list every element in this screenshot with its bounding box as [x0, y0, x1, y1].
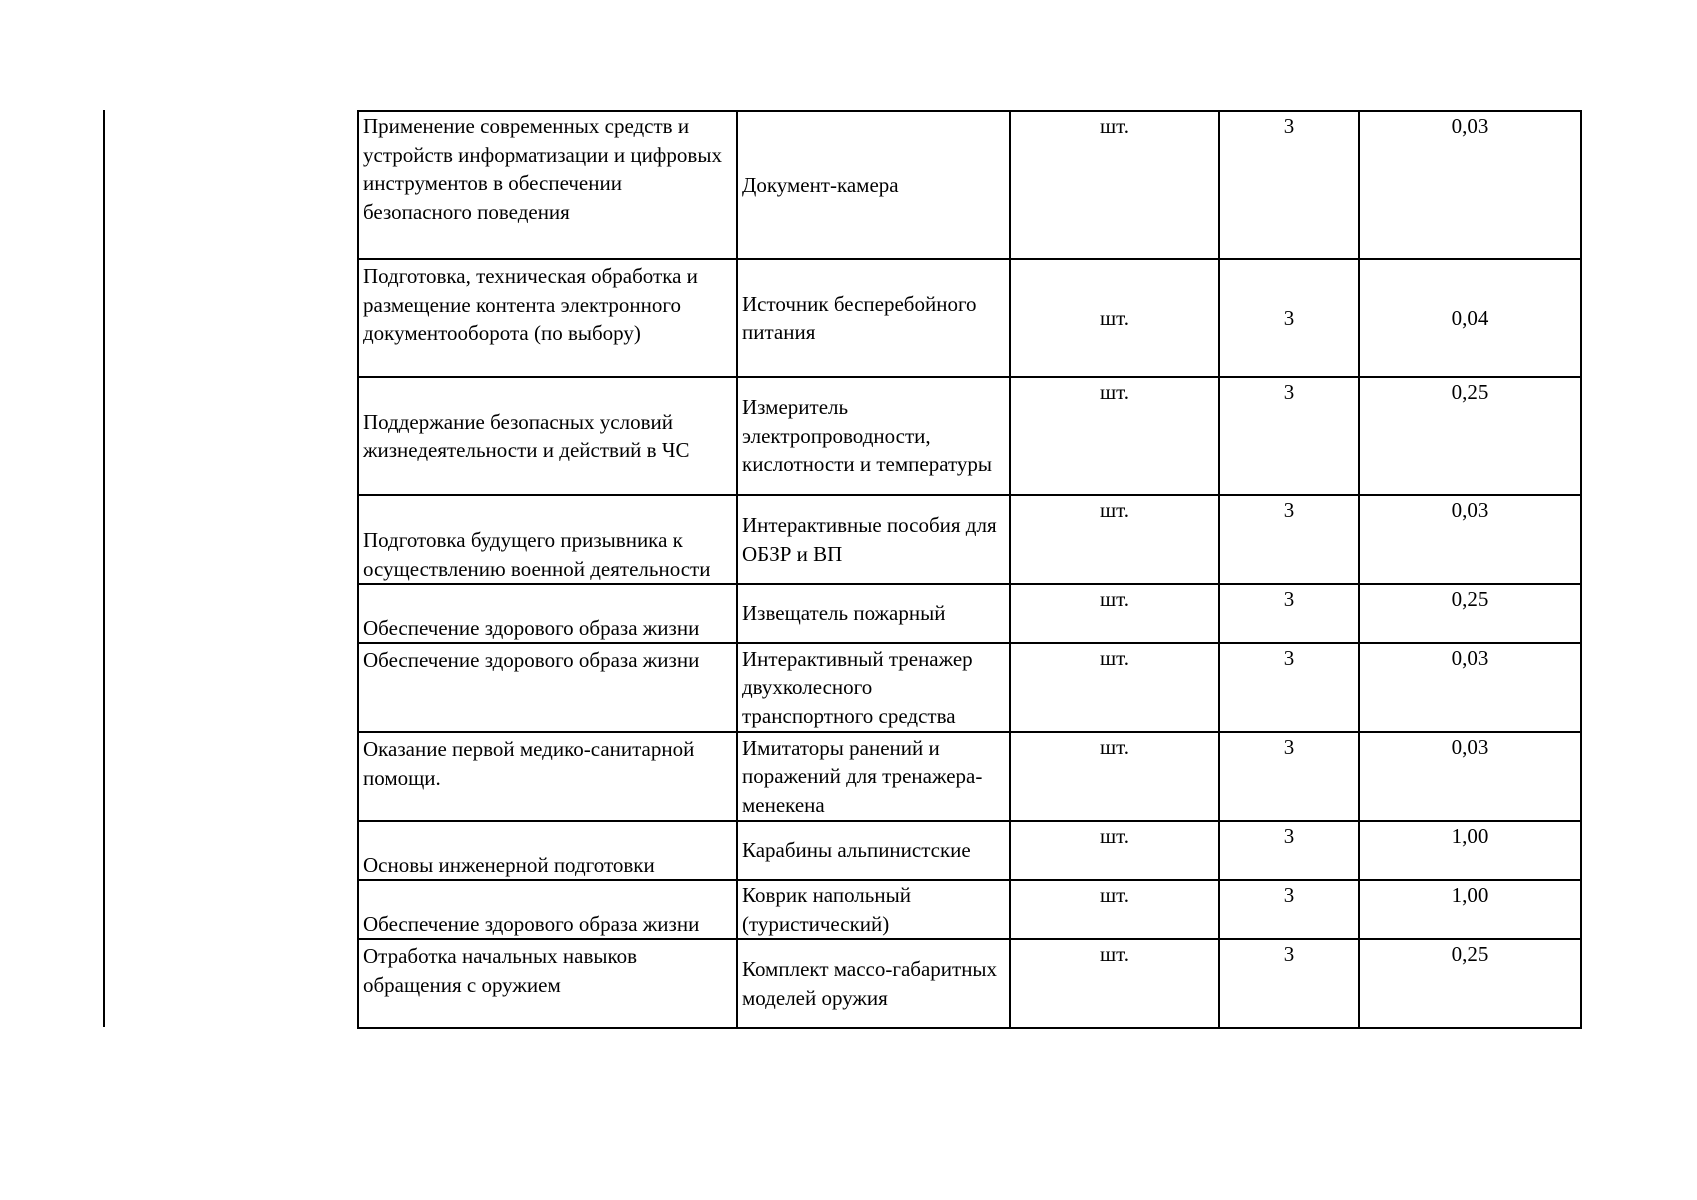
table-row: [358, 111, 1581, 259]
quantity-cell: 3: [1219, 821, 1359, 880]
unit-cell: шт.: [1010, 377, 1219, 495]
quantity-cell: 3: [1219, 643, 1359, 732]
item-cell: Документ-камера: [737, 111, 1010, 259]
topic-cell: Обеспечение здорового образа жизни: [358, 643, 737, 732]
unit-cell: шт.: [1010, 939, 1219, 1028]
topic-cell: Применение современных средств и устройств информатизации и цифровых инструментов в обеспечении безопасного поведения: [358, 111, 737, 259]
table-row: [358, 880, 1581, 939]
item-cell: Интерактивные пособия для ОБЗР и ВП: [737, 495, 1010, 584]
value-cell: 0,25: [1359, 939, 1581, 1028]
topic-cell: Подготовка будущего призывника к осуществлению военной деятельности: [358, 495, 737, 584]
quantity-cell: 3: [1219, 495, 1359, 584]
unit-cell: шт.: [1010, 111, 1219, 259]
table-row: [358, 732, 1581, 821]
value-cell: 1,00: [1359, 880, 1581, 939]
topic-cell: Оказание первой медико-санитарной помощи.: [358, 732, 737, 821]
quantity-cell: 3: [1219, 939, 1359, 1028]
value-cell: 0,03: [1359, 643, 1581, 732]
table-row: [358, 259, 1581, 377]
unit-cell: шт.: [1010, 495, 1219, 584]
topic-cell: Основы инженерной подготовки: [358, 821, 737, 880]
item-cell: Имитаторы ранений и поражений для тренажера-менекена: [737, 732, 1010, 821]
table-row: [358, 821, 1581, 880]
item-cell: Коврик напольный (туристический): [737, 880, 1010, 939]
item-cell: Интерактивный тренажер двухколесного транспортного средства: [737, 643, 1010, 732]
item-cell: Комплект массо-габаритных моделей оружия: [737, 939, 1010, 1028]
quantity-cell: 3: [1219, 880, 1359, 939]
quantity-cell: 3: [1219, 584, 1359, 643]
equipment-table: [357, 110, 1582, 1029]
unit-cell: шт.: [1010, 732, 1219, 821]
topic-cell: Подготовка, техническая обработка и размещение контента электронного документооборота (по выбору): [358, 259, 737, 377]
item-cell: Извещатель пожарный: [737, 584, 1010, 643]
unit-cell: шт.: [1010, 880, 1219, 939]
value-cell: 0,03: [1359, 495, 1581, 584]
value-cell: 0,03: [1359, 111, 1581, 259]
unit-cell: шт.: [1010, 643, 1219, 732]
item-cell: Карабины альпинистские: [737, 821, 1010, 880]
unit-cell: шт.: [1010, 584, 1219, 643]
table-row: [358, 584, 1581, 643]
topic-cell: Поддержание безопасных условий жизнедеятельности и действий в ЧС: [358, 377, 737, 495]
table-row: [358, 377, 1581, 495]
quantity-cell: 3: [1219, 732, 1359, 821]
table-row: [358, 495, 1581, 584]
left-margin-rule: [103, 110, 105, 1027]
topic-cell: Обеспечение здорового образа жизни: [358, 880, 737, 939]
unit-cell: шт.: [1010, 821, 1219, 880]
topic-cell: Отработка начальных навыков обращения с оружием: [358, 939, 737, 1028]
table-row: [358, 643, 1581, 732]
item-cell: Измеритель электропроводности, кислотности и температуры: [737, 377, 1010, 495]
value-cell: 0,03: [1359, 732, 1581, 821]
value-cell: 0,25: [1359, 377, 1581, 495]
quantity-cell: 3: [1219, 377, 1359, 495]
unit-cell: шт.: [1010, 259, 1219, 377]
table-row: [358, 939, 1581, 1028]
quantity-cell: 3: [1219, 111, 1359, 259]
quantity-cell: 3: [1219, 259, 1359, 377]
topic-cell: Обеспечение здорового образа жизни: [358, 584, 737, 643]
value-cell: 0,25: [1359, 584, 1581, 643]
item-cell: Источник бесперебойного питания: [737, 259, 1010, 377]
value-cell: 1,00: [1359, 821, 1581, 880]
value-cell: 0,04: [1359, 259, 1581, 377]
